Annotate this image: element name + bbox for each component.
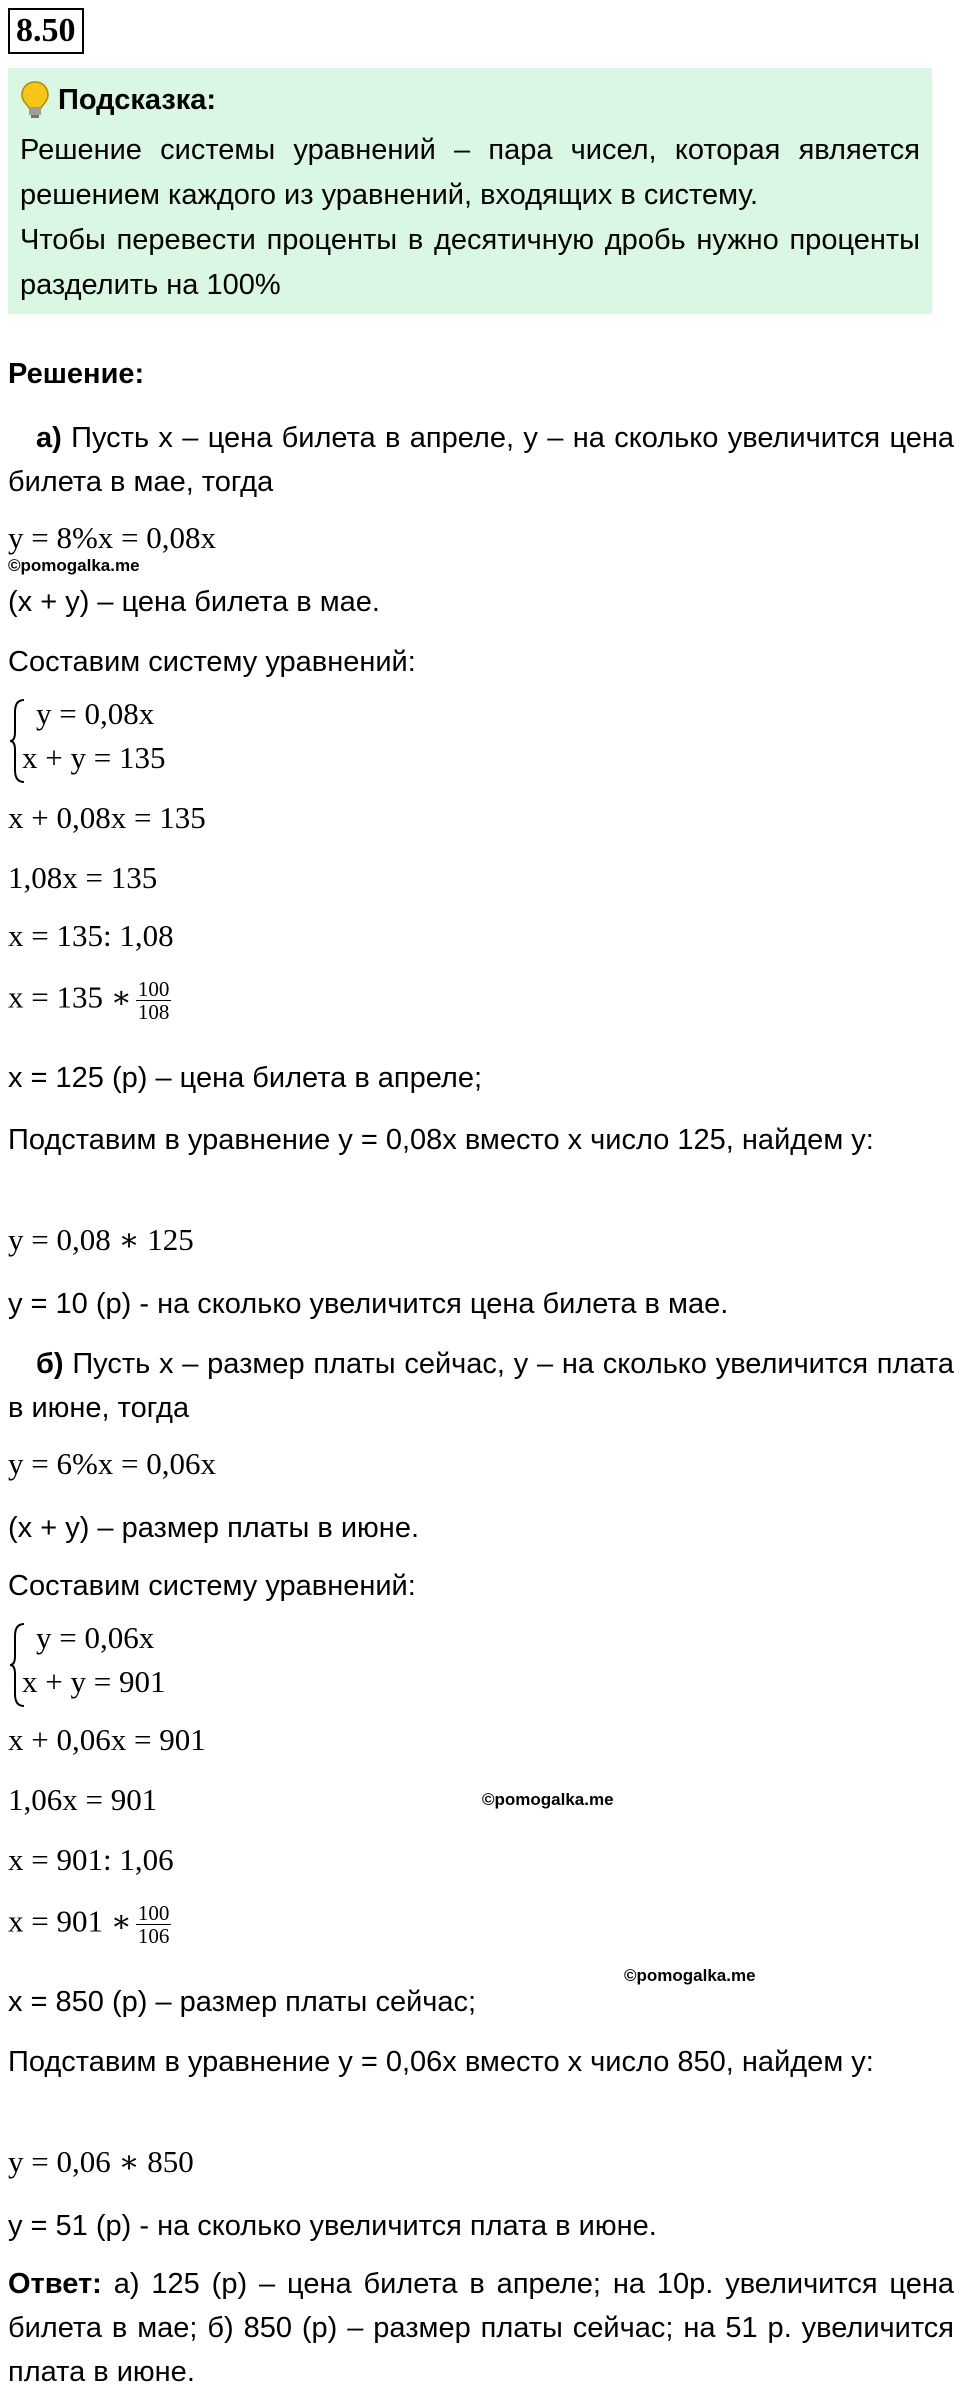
part-b-intro xyxy=(8,1342,954,1430)
part-a-step6: y = 0,08 ∗ 125 xyxy=(8,1222,194,1257)
part-b-sys1: y = 0,06x xyxy=(36,1620,155,1655)
part-a-step5: x = 125 (р) – цена билета в апреле; xyxy=(8,1062,483,1094)
watermark-3: ©pomogalka.me xyxy=(624,1966,756,1985)
part-a-substitute: Подставим в уравнение y = 0,08x вместо x число 125, найдем y: xyxy=(8,1124,874,1156)
part-b-step6: y = 0,06 ∗ 850 xyxy=(8,2144,194,2179)
part-b-frac-den: 106 xyxy=(137,1924,170,1948)
part-a-frac-den: 108 xyxy=(137,1000,170,1024)
part-b-step3: x = 901: 1,06 xyxy=(8,1842,174,1877)
hint-text-1: Решение системы уравнений – пара чисел, которая является решением каждого из уравнений, входящих в систему. xyxy=(20,134,920,211)
part-b-step5: x = 850 (р) – размер платы сейчас; xyxy=(8,1986,477,2018)
part-b-frac-num: 100 xyxy=(137,1901,170,1925)
part-b-eq2: (x + y) – размер платы в июне. xyxy=(8,1512,419,1544)
part-b-step2: 1,06x = 901 xyxy=(8,1782,158,1817)
hint-title: Подсказка: xyxy=(58,83,217,116)
part-b-fraction xyxy=(136,1902,172,1947)
part-a-system-title: Составим систему уравнений: xyxy=(8,646,416,678)
part-a-step1: x + 0,08x = 135 xyxy=(8,800,206,835)
part-a-sys1: y = 0,08x xyxy=(36,696,155,731)
answer-label: Ответ: xyxy=(8,2268,102,2300)
part-b-step4-pre: x = 901 ∗ xyxy=(8,1903,132,1939)
part-a-step2: 1,08x = 135 xyxy=(8,860,158,895)
page xyxy=(8,8,956,314)
part-b-step4 xyxy=(8,1902,171,1947)
part-a-fraction xyxy=(136,978,172,1023)
part-a-step7: y = 10 (р) - на сколько увеличится цена билета в мае. xyxy=(8,1288,729,1320)
answer-text: а) 125 (р) – цена билета в апреле; на 10р. увеличится цена билета в мае; б) 850 (р) – размер платы сейчас; на 51 р. увеличится плата в июне. xyxy=(8,2268,954,2388)
part-a-step4 xyxy=(8,978,171,1023)
part-a-sys2: x + y = 135 xyxy=(22,740,166,775)
part-a-frac-num: 100 xyxy=(137,977,170,1001)
part-a-eq1: y = 8%x = 0,08x xyxy=(8,520,217,555)
part-a-step3: x = 135: 1,08 xyxy=(8,918,174,953)
part-b-sys2: x + y = 901 xyxy=(22,1664,166,1699)
part-a-intro-text: Пусть x – цена билета в апреле, y – на сколько увеличится цена билета в мае, тогда xyxy=(8,422,954,498)
answer xyxy=(8,2262,954,2394)
hint-box xyxy=(8,68,932,314)
part-a-intro xyxy=(8,416,954,504)
part-b-label: б) xyxy=(36,1348,64,1380)
part-b-step7: y = 51 (р) - на сколько увеличится плата в июне. xyxy=(8,2210,657,2242)
hint-text-2: Чтобы перевести проценты в десятичную дробь нужно проценты разделить на 100% xyxy=(20,224,920,301)
lightbulb-icon xyxy=(20,80,50,120)
hint-header xyxy=(20,78,920,122)
solution-label: Решение: xyxy=(8,358,145,390)
part-b-eq1: y = 6%x = 0,06x xyxy=(8,1446,217,1481)
part-b-step1: x + 0,06x = 901 xyxy=(8,1722,206,1757)
part-b-intro-text: Пусть x – размер платы сейчас, y – на сколько увеличится плата в июне, тогда xyxy=(8,1348,954,1424)
part-a-step4-pre: x = 135 ∗ xyxy=(8,979,132,1015)
part-a-label: а) xyxy=(36,422,62,454)
task-number: 8.50 xyxy=(8,8,84,54)
watermark-2: ©pomogalka.me xyxy=(482,1790,614,1809)
part-b-substitute: Подставим в уравнение y = 0,06x вместо x число 850, найдем y: xyxy=(8,2046,874,2078)
part-b-system-title: Составим систему уравнений: xyxy=(8,1570,416,1602)
watermark-1: ©pomogalka.me xyxy=(8,556,140,575)
part-a-eq2: (x + y) – цена билета в мае. xyxy=(8,586,380,618)
